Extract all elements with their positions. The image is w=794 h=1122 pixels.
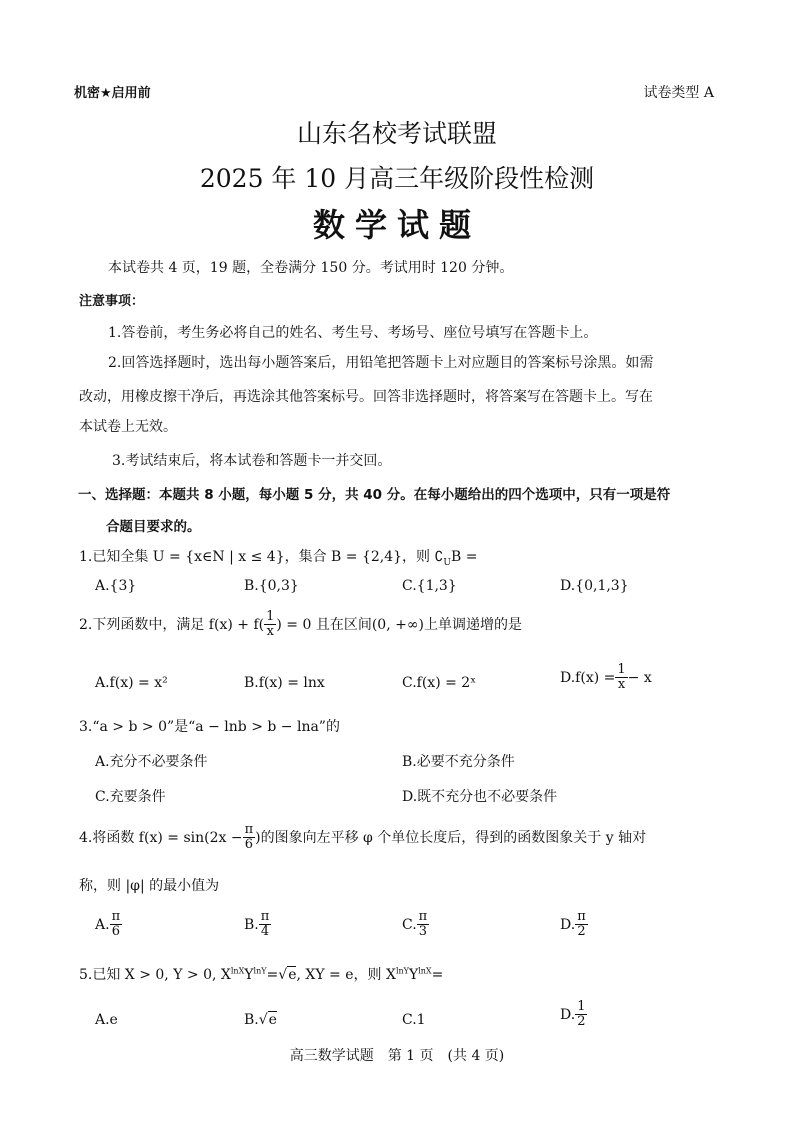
q3-option-a: A.充分不必要条件 <box>95 754 208 770</box>
q2-option-b: B.f(x) = lnx <box>244 675 325 691</box>
subject-title: 数学试题 <box>312 206 481 244</box>
q1-option-b: B.{0,3} <box>244 578 299 594</box>
paper-type-label: 试卷类型 A <box>643 85 714 101</box>
question-4-stem-line-2: 称，则 |φ| 的最小值为 <box>79 878 220 894</box>
q2-option-a: A.f(x) = x² <box>95 675 168 691</box>
exam-session-title: 2025 年 10 月高三年级阶段性检测 <box>199 164 595 193</box>
question-3-stem: 3.“a > b > 0”是“a − lnb > b − lna”的 <box>79 719 340 735</box>
question-2-stem: 2.下列函数中，满足 f(x) + f( $\frac{1}{x}$ ) = 0 且在区间(0, +∞)上单调递增的是 <box>79 609 522 640</box>
notice-heading: 注意事项： <box>79 294 145 309</box>
q5-option-c: C.1 <box>402 1012 426 1028</box>
notice-item-2-line-3: 本试卷上无效。 <box>79 419 177 435</box>
q3-option-b: B.必要不充分条件 <box>402 754 515 770</box>
q3-option-c: C.充要条件 <box>95 789 166 805</box>
q3-option-d: D.既不充分也不必要条件 <box>402 789 558 805</box>
notice-item-2-line-1: 2.回答选择题时，选出每小题答案后，用铅笔把答题卡上对应题目的答案标号涂黑。如需 <box>108 355 654 371</box>
question-5-stem: 5.已知 X > 0, Y > 0, $X^{lnX}Y^{lnY}=√e$, XY = e，则 $X^{lnY}Y^{lnX}=$ <box>79 966 444 983</box>
q4-option-d: D. $\frac{\pi}{2}$ <box>560 909 586 940</box>
q1-option-c: C.{1,3} <box>402 578 457 594</box>
q4-option-b: B. $\frac{\pi}{4}$ <box>244 909 270 940</box>
q2-option-d: D.f(x) = $\frac{1}{x}$ − x <box>560 662 652 693</box>
q4-option-c: C. $\frac{\pi}{3}$ <box>402 909 428 940</box>
notice-item-3: 3.考试结束后，将本试卷和答题卡一并交回。 <box>112 453 392 469</box>
confidential-label: 机密★启用前 <box>74 86 151 101</box>
q5-option-a: A.e <box>95 1012 118 1028</box>
notice-item-2-line-2: 改动，用橡皮擦干净后，再选涂其他答案标号。回答非选择题时，将答案写在答题卡上。写在 <box>79 389 653 405</box>
section-1-heading: 一、选择题：本题共 8 小题，每小题 5 分，共 40 分。在每小题给出的四个选项中，只有一项是符 <box>78 487 671 503</box>
q4-option-a: A. $\frac{\pi}{6}$ <box>95 909 121 940</box>
question-4-stem: 4.将函数 f(x) = sin(2x − $\frac{\pi}{6}$ )的图象向左平移 φ 个单位长度后，得到的函数图象关于 y 轴对 <box>79 822 647 853</box>
page-footer: 高三数学试题 第 1 页 (共 4 页) <box>289 1048 505 1064</box>
intro-text: 本试卷共 4 页，19 题，全卷满分 150 分。考试用时 120 分钟。 <box>108 260 514 276</box>
q5-option-b: B.√e <box>244 1012 277 1028</box>
q5-option-d: D. $\frac{1}{2}$ <box>560 999 586 1030</box>
section-1-heading-line-2: 合题目要求的。 <box>106 519 201 535</box>
question-1-stem: 1.已知全集 U = {x∈N | x ≤ 4}，集合 B = {2,4}，则 $∁_UB$ = <box>79 549 478 568</box>
q1-option-d: D.{0,1,3} <box>560 578 629 594</box>
q1-option-a: A.{3} <box>95 578 137 594</box>
notice-item-1: 1.答卷前，考生务必将自己的姓名、考生号、考场号、座位号填写在答题卡上。 <box>108 325 598 341</box>
exam-union-title: 山东名校考试联盟 <box>296 119 497 148</box>
q2-option-c: C.f(x) = 2ˣ <box>402 675 477 691</box>
